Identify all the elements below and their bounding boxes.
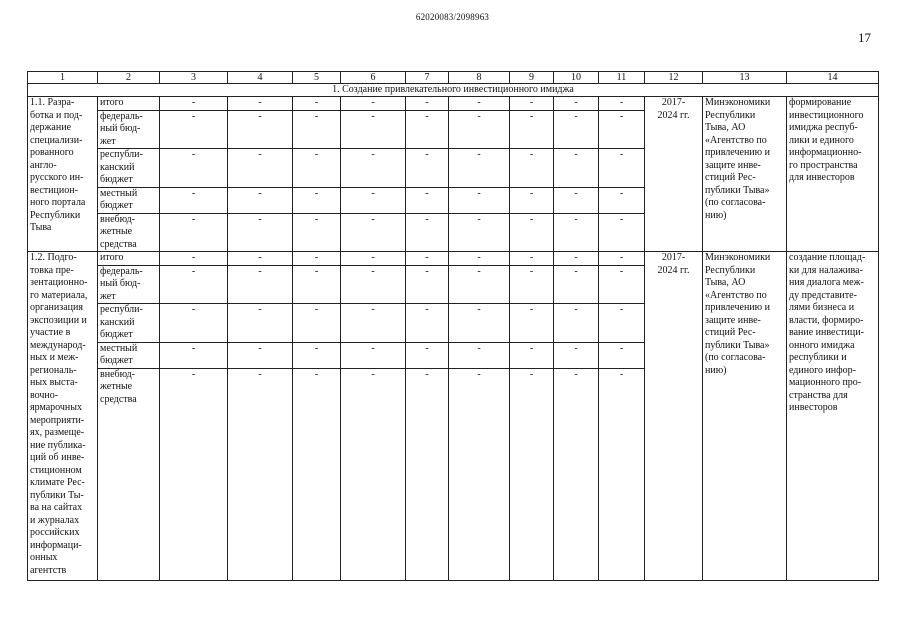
funding-value-cell: - — [160, 213, 228, 252]
funding-value-cell: - — [510, 368, 554, 580]
funding-value-cell: - — [293, 149, 341, 188]
column-number: 3 — [160, 72, 228, 84]
funding-source-label: республи- канский бюджет — [98, 149, 160, 188]
funding-value-cell: - — [599, 187, 645, 213]
funding-value-cell: - — [228, 97, 293, 111]
funding-value-cell: - — [406, 110, 449, 149]
funding-source-label: республи- канский бюджет — [98, 304, 160, 343]
funding-value-cell: - — [406, 213, 449, 252]
funding-value-cell: - — [228, 110, 293, 149]
funding-value-cell: - — [510, 252, 554, 266]
funding-value-cell: - — [341, 304, 406, 343]
funding-value-cell: - — [406, 265, 449, 304]
funding-value-cell: - — [228, 149, 293, 188]
funding-value-cell: - — [228, 342, 293, 368]
task-name: 1.2. Подго- товка пре- зентационно- го материала, организация экспозиции и участие в международ- ных и меж- региональ- ных выста- вочно- ярмарочных мероприяти- ях, размеще- ние публика- ций об инве- стиционном климате Рес- публики Ты- ва на сайтах и журналах российских информаци- онных агентств — [28, 252, 98, 581]
funding-value-cell: - — [406, 149, 449, 188]
funding-value-cell: - — [554, 187, 599, 213]
funding-source-label: местный бюджет — [98, 187, 160, 213]
funding-value-cell: - — [406, 252, 449, 266]
funding-value-cell: - — [599, 149, 645, 188]
column-number: 4 — [228, 72, 293, 84]
funding-value-cell: - — [510, 265, 554, 304]
responsible-executor: Минэкономики Республики Тыва, АО «Агентство по привлечению и защите инве- стиций Рес- публики Тыва» (по согласова- нию) — [703, 252, 787, 581]
funding-value-cell: - — [554, 110, 599, 149]
funding-value-cell: - — [228, 265, 293, 304]
column-number: 13 — [703, 72, 787, 84]
funding-value-cell: - — [599, 252, 645, 266]
funding-value-cell: - — [293, 110, 341, 149]
funding-value-cell: - — [599, 342, 645, 368]
funding-value-cell: - — [599, 368, 645, 580]
funding-value-cell: - — [293, 342, 341, 368]
funding-value-cell: - — [160, 265, 228, 304]
funding-value-cell: - — [406, 368, 449, 580]
funding-value-cell: - — [406, 342, 449, 368]
funding-value-cell: - — [510, 149, 554, 188]
funding-value-cell: - — [449, 368, 510, 580]
funding-value-cell: - — [510, 213, 554, 252]
funding-value-cell: - — [160, 149, 228, 188]
funding-value-cell: - — [510, 304, 554, 343]
funding-value-cell: - — [341, 110, 406, 149]
funding-value-cell: - — [599, 213, 645, 252]
funding-value-cell: - — [160, 342, 228, 368]
funding-value-cell: - — [341, 149, 406, 188]
funding-value-cell: - — [554, 368, 599, 580]
funding-source-label: внебюд- жетные средства — [98, 368, 160, 580]
column-number: 9 — [510, 72, 554, 84]
funding-value-cell: - — [554, 97, 599, 111]
funding-value-cell: - — [554, 265, 599, 304]
funding-value-cell: - — [293, 304, 341, 343]
funding-value-cell: - — [160, 304, 228, 343]
funding-value-cell: - — [599, 304, 645, 343]
funding-value-cell: - — [228, 368, 293, 580]
program-table — [27, 71, 879, 581]
column-number: 8 — [449, 72, 510, 84]
section-row — [28, 84, 879, 97]
column-number: 12 — [645, 72, 703, 84]
funding-value-cell: - — [449, 110, 510, 149]
funding-value-cell: - — [449, 304, 510, 343]
funding-value-cell: - — [599, 265, 645, 304]
funding-value-cell: - — [293, 97, 341, 111]
page-number: 17 — [858, 30, 871, 45]
column-number: 5 — [293, 72, 341, 84]
funding-value-cell: - — [160, 368, 228, 580]
funding-value-cell: - — [449, 265, 510, 304]
funding-value-cell: - — [406, 304, 449, 343]
funding-value-cell: - — [228, 187, 293, 213]
funding-source-label: итого — [98, 252, 160, 266]
funding-value-cell: - — [341, 368, 406, 580]
funding-value-cell: - — [228, 252, 293, 266]
funding-value-cell: - — [510, 187, 554, 213]
funding-value-cell: - — [293, 187, 341, 213]
task-funding-row — [28, 97, 879, 111]
funding-source-label: федераль- ный бюд- жет — [98, 265, 160, 304]
section-title: 1. Создание привлекательного инвестиционного имиджа — [28, 84, 879, 97]
funding-value-cell: - — [160, 187, 228, 213]
funding-value-cell: - — [510, 342, 554, 368]
funding-value-cell: - — [293, 368, 341, 580]
expected-result: формирование инвестиционного имиджа респуб- лики и единого информационно- го пространства для инвесторов — [787, 97, 879, 252]
funding-value-cell: - — [293, 252, 341, 266]
column-number-row — [28, 72, 879, 84]
column-number: 10 — [554, 72, 599, 84]
funding-source-label: федераль- ный бюд- жет — [98, 110, 160, 149]
funding-value-cell: - — [341, 342, 406, 368]
funding-value-cell: - — [341, 252, 406, 266]
funding-value-cell: - — [449, 342, 510, 368]
column-number: 6 — [341, 72, 406, 84]
column-number: 14 — [787, 72, 879, 84]
funding-value-cell: - — [510, 110, 554, 149]
funding-value-cell: - — [599, 110, 645, 149]
column-number: 11 — [599, 72, 645, 84]
task-funding-row — [28, 252, 879, 266]
responsible-executor: Минэкономики Республики Тыва, АО «Агентство по привлечению и защите инве- стиций Рес- публики Тыва» (по согласова- нию) — [703, 97, 787, 252]
funding-value-cell: - — [599, 97, 645, 111]
expected-result: создание площад- ки для налажива- ния диалога меж- ду представите- лями бизнеса и власти, формиро- вание инвестици- онного имиджа республики и единого инфор- мационного про- странства для инвесторов — [787, 252, 879, 581]
document-id: 62020083/2098963 — [415, 12, 490, 22]
funding-value-cell: - — [449, 252, 510, 266]
funding-value-cell: - — [449, 149, 510, 188]
task-name: 1.1. Разра- ботка и под- держание специализи- рованного англо- русского ин- вестицион- ного портала Республики Тыва — [28, 97, 98, 252]
funding-value-cell: - — [406, 187, 449, 213]
funding-source-label: местный бюджет — [98, 342, 160, 368]
funding-value-cell: - — [449, 97, 510, 111]
funding-value-cell: - — [160, 110, 228, 149]
implementation-period: 2017- 2024 гг. — [645, 252, 703, 581]
funding-value-cell: - — [160, 252, 228, 266]
funding-value-cell: - — [510, 97, 554, 111]
column-number: 1 — [28, 72, 98, 84]
funding-value-cell: - — [554, 149, 599, 188]
funding-value-cell: - — [341, 97, 406, 111]
funding-value-cell: - — [341, 187, 406, 213]
funding-source-label: внебюд- жетные средства — [98, 213, 160, 252]
column-number: 2 — [98, 72, 160, 84]
funding-value-cell: - — [554, 213, 599, 252]
funding-value-cell: - — [160, 97, 228, 111]
funding-value-cell: - — [228, 304, 293, 343]
funding-value-cell: - — [449, 213, 510, 252]
funding-value-cell: - — [293, 213, 341, 252]
funding-value-cell: - — [449, 187, 510, 213]
funding-value-cell: - — [341, 265, 406, 304]
funding-value-cell: - — [341, 213, 406, 252]
funding-value-cell: - — [228, 213, 293, 252]
funding-source-label: итого — [98, 97, 160, 111]
column-number: 7 — [406, 72, 449, 84]
funding-value-cell: - — [293, 265, 341, 304]
funding-value-cell: - — [554, 252, 599, 266]
implementation-period: 2017- 2024 гг. — [645, 97, 703, 252]
funding-value-cell: - — [554, 342, 599, 368]
funding-value-cell: - — [554, 304, 599, 343]
funding-value-cell: - — [406, 97, 449, 111]
